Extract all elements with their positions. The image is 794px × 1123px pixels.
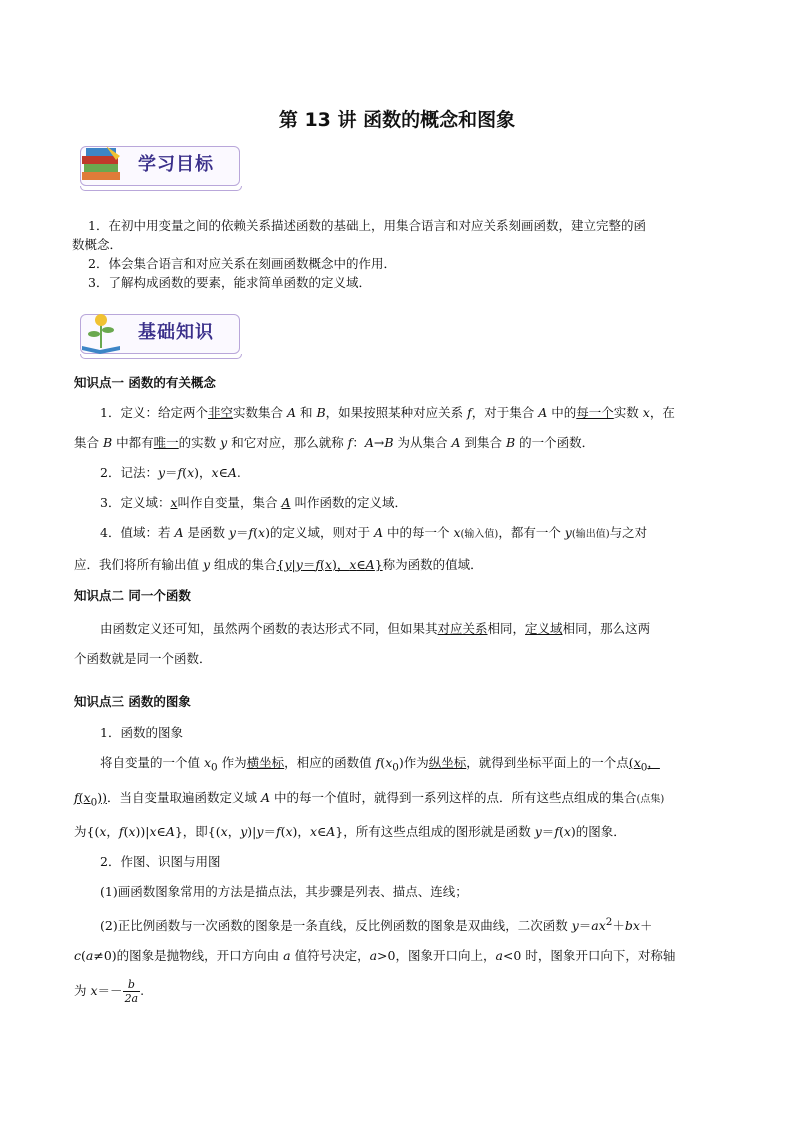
goal-item: 3．了解构成函数的要素，能求简单函数的定义域． xyxy=(88,275,371,290)
function-graph-paragraph: 1．函数的图象 将自变量的一个值 $x_0$ 作为横坐标，相应的函数值 $f(x_0)$作为纵坐标，就得到坐标平面上的一个点($x_0$， $f(x_0)$)．当自变量取遍函数定义域 A 中的每一个值时，就得到一系列这样的点．所有这些点组成的集合(点集) 为{(x，f(x))|x∈A}，即{(x，y)|y＝f(x)，x∈A}，所有这些点组成的图形就是函数 y＝f(x)的图象． 2．作图、识图与用图 (1)画函数图象常用的方法是描点法，其步骤是列表、描点、连线； (2)正比例函数与一次函数的图象是一条直线，反比例函数的图象是双曲线，二次函数 $y=ax^2+bx+$ c(a≠0)的图象是抛物线，开口方向由 a 值符号决定，a>0，图象开口向上，a<0 时，图象开口向下，对称轴 为 x＝－ $\frac{b}{2a}$ . xyxy=(74,725,676,1006)
goal-item: 1．在初中用变量之间的依赖关系描述函数的基础上，用集合语言和对应关系刻画函数，建立完整的函 xyxy=(88,218,646,233)
learning-goals xyxy=(72,216,728,292)
goal-item: 数概念． xyxy=(72,237,123,252)
page-title: 第 13 讲 函数的概念和图象 xyxy=(278,109,516,131)
banner-title: 基础知识 xyxy=(138,322,214,343)
knowledge-point-3-heading: 知识点三 函数的图象 xyxy=(74,694,191,709)
same-function-paragraph: 由函数定义还可知，虽然两个函数的表达形式不同，但如果其对应关系相同，定义域相同，那么这两 个函数就是同一个函数． xyxy=(74,621,651,666)
definition-paragraph: 1．定义：给定两个非空实数集合 A 和 B，如果按照某种对应关系 f，对于集合 A 中的每一个实数 x，在 集合 B 中都有唯一的实数 y 和它对应，那么就称 f：A→B 为从集合 A 到集合 B 的一个函数． 2．记法：y＝f(x)，x∈A. 3．定义域：x叫作自变量，集合 A 叫作函数的定义域． 4．值域：若 A 是函数 y＝f(x)的定义域，则对于 A 中的每一个 x(输入值)，都有一个 y(输出值)与之对 应．我们将所有输出值 y 组成的集合{y|y＝f(x)，x∈A}称为函数的值域． xyxy=(74,405,675,572)
goal-item: 2．体会集合语言和对应关系在刻画函数概念中的作用． xyxy=(88,256,396,271)
books-icon xyxy=(76,142,126,188)
plant-book-icon xyxy=(76,310,126,356)
knowledge-point-1-heading: 知识点一 函数的有关概念 xyxy=(74,375,216,390)
learning-goals-banner xyxy=(74,142,240,188)
banner-title: 学习目标 xyxy=(138,154,214,175)
knowledge-point-2-heading: 知识点二 同一个函数 xyxy=(74,588,191,603)
basic-knowledge-banner xyxy=(74,310,240,356)
